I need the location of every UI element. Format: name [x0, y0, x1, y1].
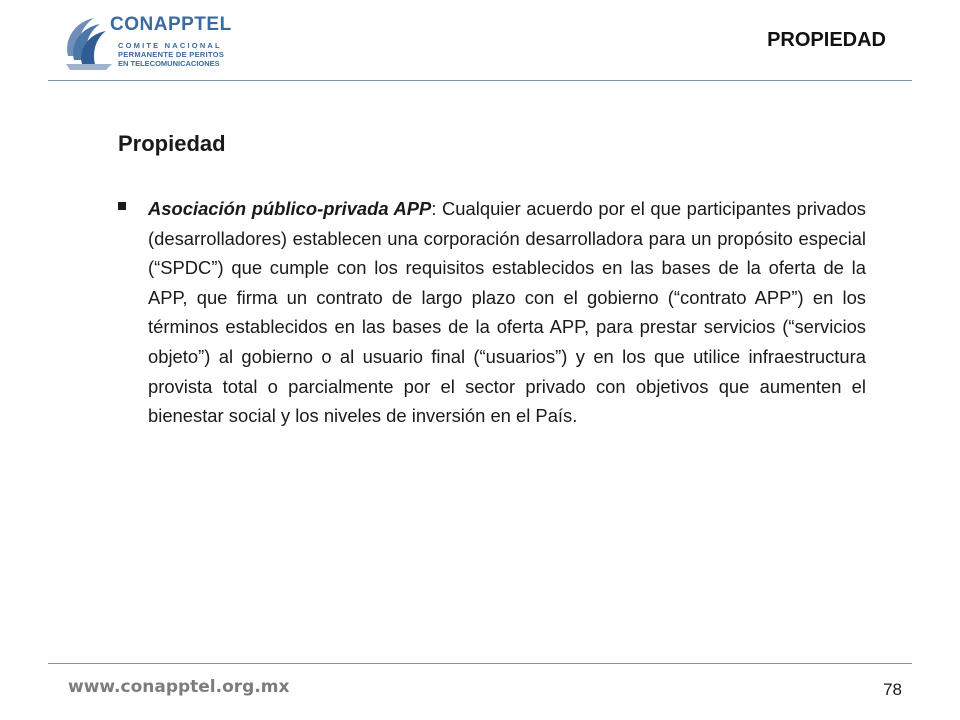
header-section-label: PROPIEDAD [767, 29, 886, 51]
bullet-paragraph [148, 194, 866, 431]
logo-subtitle-line2: PERMANENTE DE PERITOS [118, 50, 225, 59]
logo-subtitle-line3: EN TELECOMUNICACIONES [118, 59, 220, 68]
footer-divider [48, 663, 912, 664]
page-title: Propiedad [118, 131, 226, 156]
header-divider [48, 80, 912, 81]
page-number: 78 [883, 680, 902, 699]
square-bullet-icon [118, 202, 126, 210]
bullet-item [118, 194, 866, 431]
logo-name: CONAPPTEL [110, 14, 232, 35]
footer-url[interactable]: www.conapptel.org.mx [68, 677, 290, 697]
conapptel-logo [60, 10, 250, 72]
bullet-term: Asociación público-privada APP [148, 198, 432, 219]
logo-subtitle-line1: COMITE NACIONAL [118, 41, 222, 50]
bullet-definition: : Cualquier acuerdo por el que participantes privados (desarrolladores) establecen una corporación desarrolladora para un propósito especial (“SPDC”) que cumple con los requisitos establecidos en las bases de la oferta de la APP, que firma un contrato de largo plazo con el gobierno (“contrato APP”) en los términos establecidos en las bases de la oferta APP, para prestar servicios (“servicios objeto”) al gobierno o al usuario final (“usuarios”) y en los que utilice infraestructura provista total o parcialmente por el sector privado con objetivos que aumenten el bienestar social y los niveles de inversión en el País. [148, 198, 867, 427]
